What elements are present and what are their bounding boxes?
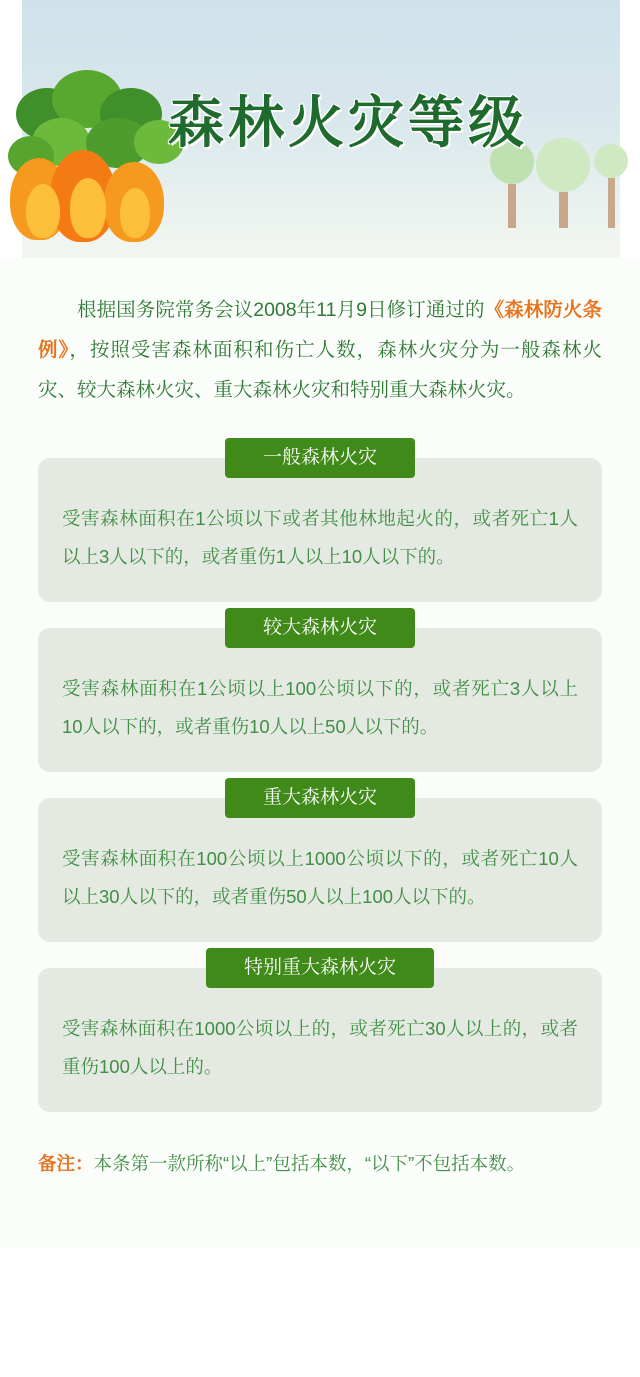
level-description-major: 受害森林面积在100公顷以上1000公顷以下的，或者死亡10人以上30人以下的，或者重伤50人以上100人以下的。 bbox=[62, 848, 578, 907]
small-tree-icon-2 bbox=[536, 138, 590, 228]
header-banner bbox=[0, 0, 640, 258]
small-tree-icon-3 bbox=[594, 144, 628, 228]
footer-spacer bbox=[38, 1182, 602, 1218]
level-description-large: 受害森林面积在1公顷以上100公顷以下的，或者死亡3人以上10人以下的，或者重伤10人以上50人以下的。 bbox=[62, 678, 578, 737]
intro-text-part2: ，按照受害森林面积和伤亡人数，森林火灾分为一般森林火灾、较大森林火灾、重大森林火灾和特别重大森林火灾。 bbox=[38, 339, 602, 401]
level-description-extra-major: 受害森林面积在1000公顷以上的，或者死亡30人以上的，或者重伤100人以上的。 bbox=[62, 1018, 578, 1077]
level-card-large bbox=[38, 617, 602, 772]
level-card-extra-major bbox=[38, 957, 602, 1112]
level-description-general: 受害森林面积在1公顷以下或者其他林地起火的，或者死亡1人以上3人以下的，或者重伤1人以上10人以下的。 bbox=[62, 508, 578, 567]
level-badge-extra-major: 特别重大森林火灾 bbox=[206, 948, 434, 988]
regulation-name: 《森林防火条例》 bbox=[38, 299, 602, 361]
level-badge-general: 一般森林火灾 bbox=[225, 438, 415, 478]
note-paragraph bbox=[38, 1146, 602, 1182]
level-badge-major: 重大森林火灾 bbox=[225, 778, 415, 818]
level-card-general bbox=[38, 447, 602, 602]
level-badge-large: 较大森林火灾 bbox=[225, 608, 415, 648]
note-text: 本条第一款所称“以上”包括本数，“以下”不包括本数。 bbox=[93, 1153, 526, 1174]
intro-paragraph bbox=[38, 258, 602, 410]
content-area bbox=[0, 258, 640, 1248]
level-card-major bbox=[38, 787, 602, 942]
note-label: 备注： bbox=[38, 1153, 94, 1174]
intro-text-part1: 根据国务院常务会议2008年11月9日修订通过的 bbox=[77, 299, 485, 321]
page-title: 森林火灾等级 bbox=[168, 93, 528, 155]
